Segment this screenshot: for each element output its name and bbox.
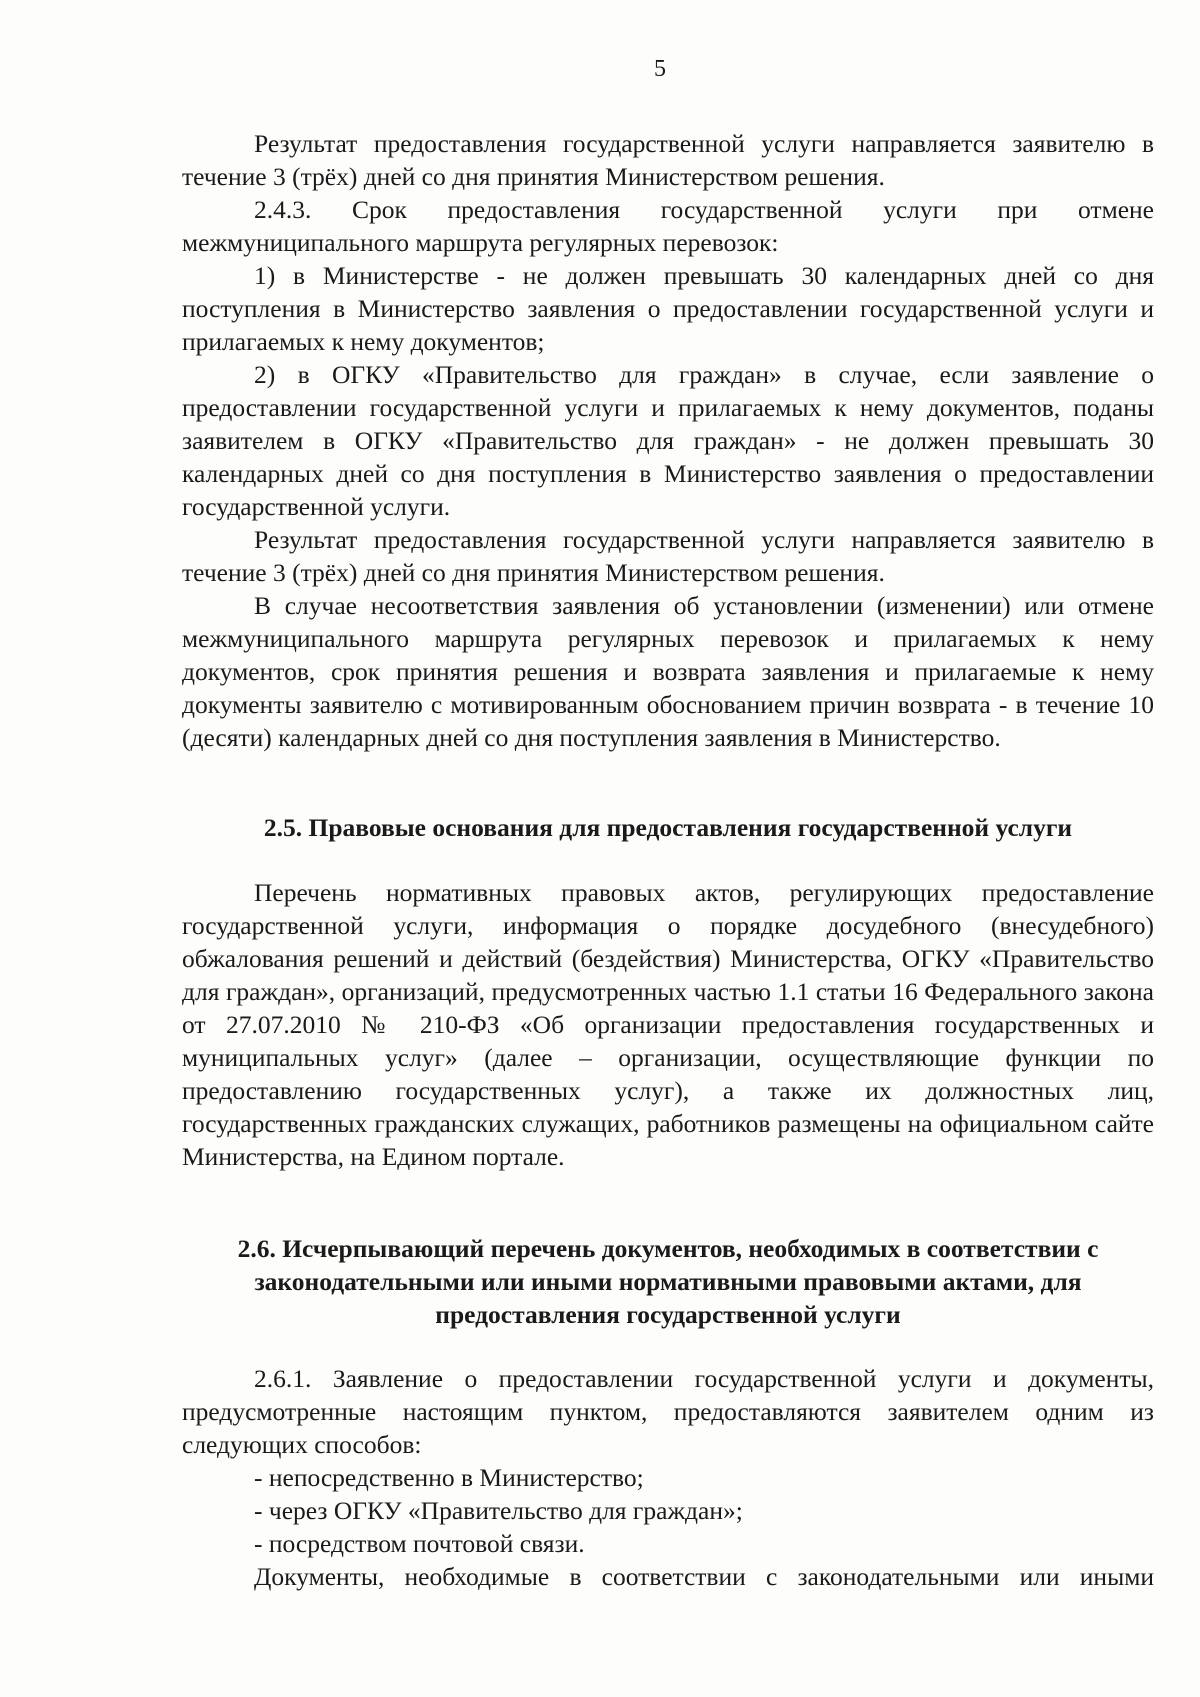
- paragraph: 2.4.3. Срок предоставления государственной услуги при отмене межмуниципального маршрута регулярных перевозок:: [182, 195, 1154, 257]
- text-block-2-5: [182, 876, 1154, 1173]
- section-heading-2-6: 2.6. Исчерпывающий перечень документов, необходимых в соответствии с законодательными или иными нормативными правовыми актами, для предоставления государственной услуги: [237, 1234, 1099, 1329]
- paragraph: Результат предоставления государственной услуги направляется заявителю в течение 3 (трёх) дней со дня принятия Министерством решения.: [182, 525, 1154, 587]
- paragraph: Документы, необходимые в соответствии с законодательными или иными: [254, 1562, 1154, 1591]
- text-block-2-6-1: [182, 1362, 1154, 1593]
- paragraph: Перечень нормативных правовых актов, регулирующих предоставление государственной услуги, информация о порядке досудебного (внесудебного) обжалования решений и действий (бездействия) Министерства, ОГКУ «Правительство для граждан», организаций, предусмотренных частью 1.1 статьи 16 Федерального закона от 27.07.2010 № 210-ФЗ «Об организации предоставления государственных и муниципальных услуг» (далее – организации, осуществляющие функции по предоставлению государственных услуг), а также их должностных лиц, государственных гражданских служащих, работников размещены на официальном сайте Министерства, на Едином портале.: [182, 878, 1154, 1171]
- paragraph: 2.6.1. Заявление о предоставлении государственной услуги и документы, предусмотренные настоящим пунктом, предоставляются заявителем одним из следующих способов:: [182, 1364, 1154, 1459]
- paragraph: 1) в Министерстве - не должен превышать 30 календарных дней со дня поступления в Министерство заявления о предоставлении государственной услуги и прилагаемых к нему документов;: [182, 261, 1154, 356]
- list-item: - через ОГКУ «Правительство для граждан»;: [254, 1496, 743, 1525]
- list-item: - посредством почтовой связи.: [254, 1529, 585, 1558]
- paragraph: В случае несоответствия заявления об установлении (изменении) или отмене межмуниципального маршрута регулярных перевозок и прилагаемых к нему документов, срок принятия решения и возврата заявления и прилагаемые к нему документы заявителю с мотивированным обоснованием причин возврата - в течение 10 (десяти) календарных дней со дня поступления заявления в Министерство.: [182, 591, 1154, 752]
- section-2-5: [182, 811, 1154, 844]
- list-item: - непосредственно в Министерство;: [254, 1463, 644, 1492]
- section-2-6: [182, 1232, 1154, 1331]
- text-block-2-4-3: [182, 127, 1154, 754]
- page-number: 5: [654, 56, 666, 82]
- paragraph: Результат предоставления государственной услуги направляется заявителю в течение 3 (трёх) дней со дня принятия Министерством решения.: [182, 129, 1154, 191]
- paragraph: 2) в ОГКУ «Правительство для граждан» в случае, если заявление о предоставлении государственной услуги и прилагаемых к нему документов, поданы заявителем в ОГКУ «Правительство для граждан» - не должен превышать 30 календарных дней со дня поступления в Министерство заявления о предоставлении государственной услуги.: [182, 360, 1154, 521]
- section-heading-2-5: 2.5. Правовые основания для предоставления государственной услуги: [263, 813, 1073, 842]
